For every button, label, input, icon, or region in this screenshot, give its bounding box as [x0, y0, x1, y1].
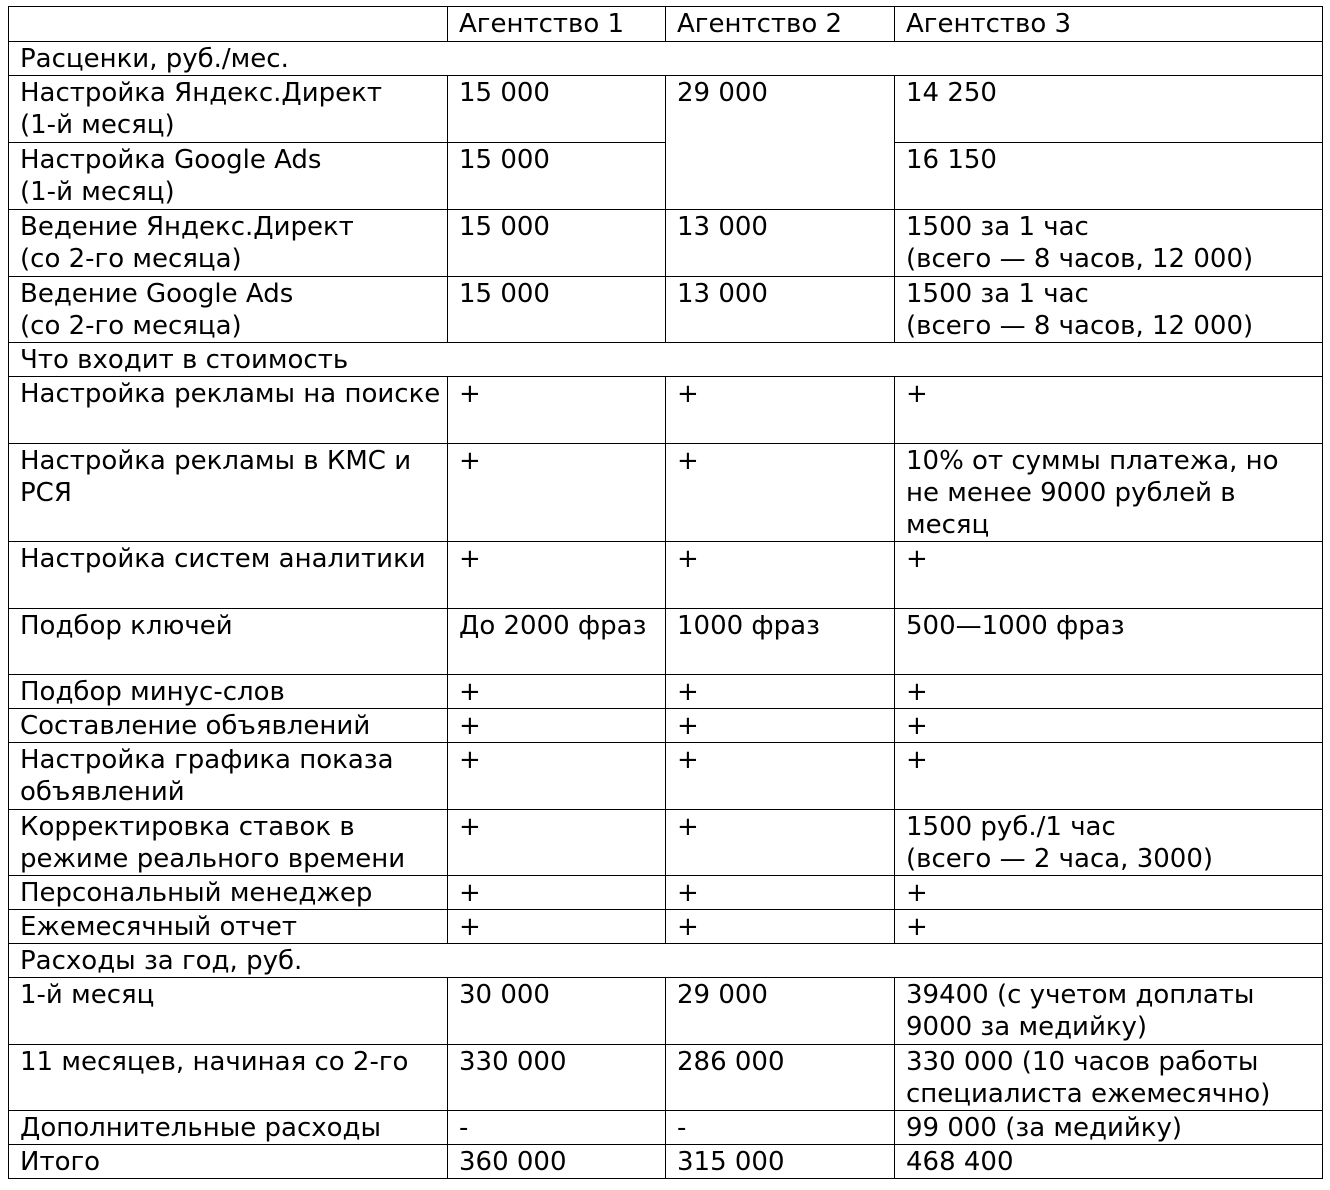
cell-agency-3: +: [895, 743, 1323, 810]
cell-agency-1: +: [448, 910, 666, 944]
cell-agency-2: +: [666, 743, 895, 810]
cell-agency-2: +: [666, 542, 895, 609]
section-title-yearly: Расходы за год, руб.: [9, 944, 1323, 978]
header-agency-2: Агентство 2: [666, 7, 895, 42]
cell-agency-1: 360 000: [448, 1145, 666, 1179]
section-row-included: [9, 343, 1323, 377]
cell-agency-3: 1500 за 1 час (всего — 8 часов, 12 000): [895, 277, 1323, 343]
total-row: [9, 1145, 1323, 1179]
cell-agency-2-merged: 29 000: [666, 76, 895, 210]
table-row: [9, 876, 1323, 910]
cell-agency-1: 15 000: [448, 277, 666, 343]
cell-agency-3: 330 000 (10 часов работы специалиста ежемесячно): [895, 1045, 1323, 1111]
cell-agency-1: +: [448, 743, 666, 810]
cell-agency-1: +: [448, 444, 666, 542]
cell-agency-2: -: [666, 1111, 895, 1145]
table-row: [9, 76, 1323, 143]
cell-agency-3: +: [895, 709, 1323, 743]
row-label: Персональный менеджер: [9, 876, 448, 910]
table-row: [9, 609, 1323, 675]
cell-agency-3: 468 400: [895, 1145, 1323, 1179]
cell-agency-3: 10% от суммы платежа, но не менее 9000 рублей в месяц: [895, 444, 1323, 542]
cell-agency-3: 39400 (с учетом доплаты 9000 за медийку): [895, 978, 1323, 1045]
cell-agency-1: 15 000: [448, 76, 666, 143]
cell-agency-1: +: [448, 542, 666, 609]
cell-agency-2: +: [666, 910, 895, 944]
cell-agency-2: 286 000: [666, 1045, 895, 1111]
section-row-yearly: [9, 944, 1323, 978]
cell-agency-1: 15 000: [448, 143, 666, 210]
row-label: Ежемесячный отчет: [9, 910, 448, 944]
cell-agency-2: 13 000: [666, 210, 895, 277]
cell-agency-1: -: [448, 1111, 666, 1145]
header-agency-3: Агентство 3: [895, 7, 1323, 42]
row-label: Ведение Google Ads (со 2-го месяца): [9, 277, 448, 343]
cell-agency-2: 13 000: [666, 277, 895, 343]
row-label: Настройка систем аналитики: [9, 542, 448, 609]
section-title-prices: Расценки, руб./мес.: [9, 42, 1323, 76]
cell-agency-1: До 2000 фраз: [448, 609, 666, 675]
header-row: [9, 7, 1323, 42]
row-label: Настройка Google Ads (1-й месяц): [9, 143, 448, 210]
table-row: [9, 743, 1323, 810]
table-row: [9, 910, 1323, 944]
row-label: 11 месяцев, начиная со 2-го: [9, 1045, 448, 1111]
cell-agency-3: +: [895, 675, 1323, 709]
table-row: [9, 444, 1323, 542]
cell-agency-2: 1000 фраз: [666, 609, 895, 675]
cell-agency-2: +: [666, 444, 895, 542]
header-cell-empty: [9, 7, 448, 42]
cell-agency-3: 99 000 (за медийку): [895, 1111, 1323, 1145]
row-label: Составление объявлений: [9, 709, 448, 743]
row-label: Настройка рекламы в КМС и РСЯ: [9, 444, 448, 542]
cell-agency-2: +: [666, 709, 895, 743]
header-agency-1: Агентство 1: [448, 7, 666, 42]
cell-agency-1: +: [448, 377, 666, 444]
cell-agency-3: +: [895, 542, 1323, 609]
table-row: [9, 709, 1323, 743]
cell-agency-3: +: [895, 876, 1323, 910]
cell-agency-3: +: [895, 377, 1323, 444]
table-row: [9, 1111, 1323, 1145]
cell-agency-1: +: [448, 675, 666, 709]
cell-agency-1: 15 000: [448, 210, 666, 277]
cell-agency-2: +: [666, 675, 895, 709]
cell-agency-3: 500—1000 фраз: [895, 609, 1323, 675]
cell-agency-2: 315 000: [666, 1145, 895, 1179]
cell-agency-3: 1500 за 1 час (всего — 8 часов, 12 000): [895, 210, 1323, 277]
row-label: Настройка рекламы на поиске: [9, 377, 448, 444]
row-label: Подбор ключей: [9, 609, 448, 675]
table-row: [9, 675, 1323, 709]
row-label: Ведение Яндекс.Директ (со 2-го месяца): [9, 210, 448, 277]
cell-agency-1: 30 000: [448, 978, 666, 1045]
table-row: [9, 277, 1323, 343]
cell-agency-3: +: [895, 910, 1323, 944]
cell-agency-3: 1500 руб./1 час (всего — 2 часа, 3000): [895, 810, 1323, 876]
row-label: Дополнительные расходы: [9, 1111, 448, 1145]
cell-agency-3: 14 250: [895, 76, 1323, 143]
cell-agency-2: +: [666, 377, 895, 444]
row-label: Корректировка ставок в режиме реального времени: [9, 810, 448, 876]
table-row: [9, 810, 1323, 876]
table-row: [9, 210, 1323, 277]
cell-agency-1: 330 000: [448, 1045, 666, 1111]
cell-agency-2: +: [666, 876, 895, 910]
cell-agency-1: +: [448, 876, 666, 910]
row-label: Подбор минус-слов: [9, 675, 448, 709]
section-title-included: Что входит в стоимость: [9, 343, 1323, 377]
cell-agency-1: +: [448, 810, 666, 876]
table-row: [9, 978, 1323, 1045]
row-label: Итого: [9, 1145, 448, 1179]
cell-agency-2: +: [666, 810, 895, 876]
row-label: Настройка Яндекс.Директ (1-й месяц): [9, 76, 448, 143]
row-label: 1-й месяц: [9, 978, 448, 1045]
cell-agency-3: 16 150: [895, 143, 1323, 210]
cell-agency-1: +: [448, 709, 666, 743]
table-row: [9, 542, 1323, 609]
cell-agency-2: 29 000: [666, 978, 895, 1045]
table-row: [9, 377, 1323, 444]
section-row-prices: [9, 42, 1323, 76]
row-label: Настройка графика показа объявлений: [9, 743, 448, 810]
comparison-table: [8, 6, 1323, 1179]
table-row: [9, 1045, 1323, 1111]
